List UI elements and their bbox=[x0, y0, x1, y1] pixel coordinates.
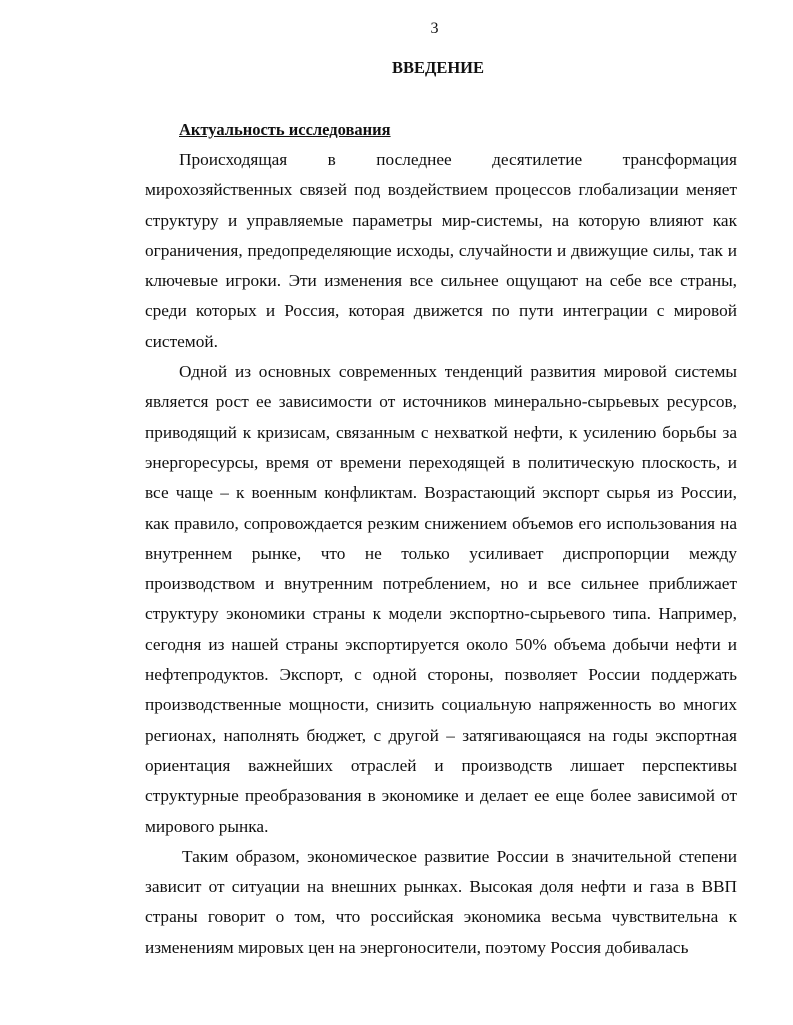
page-title: ВВЕДЕНИЕ bbox=[391, 58, 485, 77]
paragraph-3: Таким образом, экономическое развитие России в значительной степени зависит от ситуации на внешних рынках. Высокая доля нефти и газа в ВВП страны говорит о том, что российская экономика весьма чувствительна к изменениям мировых цен на энергоносители, поэтому Россия добивалась bbox=[145, 846, 737, 957]
body-text bbox=[145, 145, 737, 963]
paragraph-1: Происходящая в последнее десятилетие трансформация мирохозяйственных связей под воздействием процессов глобализации меняет структуру и управляемые параметры мир-системы, на которую влияют как ограничения, предопределяющие исходы, случайности и движущие силы, так и ключевые игроки. Эти изменения все сильнее ощущают на себе все страны, среди которых и Россия, которая движется по пути интеграции с мировой системой. bbox=[145, 150, 737, 351]
paragraph-2: Одной из основных современных тенденций развития мировой системы является рост ее зависимости от источников минерально-сырьевых ресурсов, приводящий к кризисам, связанным с нехваткой нефти, к усилению борьбы за энергоресурсы, время от времени переходящей в политическую плоскость, и все чаще – к военным конфликтам. Возрастающий экспорт сырья из России, как правило, сопровождается резким снижением объемов его использования на внутреннем рынке, что не только усиливает диспропорции между производством и внутренним потреблением, но и все сильнее приближает структуру экономики страны к модели экспортно-сырьевого типа. Например, сегодня из нашей страны экспортируется около 50% объема добычи нефти и нефтепродуктов. Экспорт, с одной стороны, позволяет России поддержать производственные мощности, снизить социальную напряженность во многих регионах, наполнять бюджет, с другой – затягивающаяся на годы экспортная ориентация важнейших отраслей и производств лишает перспективы структурные преобразования в экономике и делает ее еще более зависимой от мирового рынка. bbox=[145, 362, 737, 836]
page-number: 3 bbox=[430, 20, 439, 37]
section-heading: Актуальность исследования bbox=[179, 120, 391, 139]
